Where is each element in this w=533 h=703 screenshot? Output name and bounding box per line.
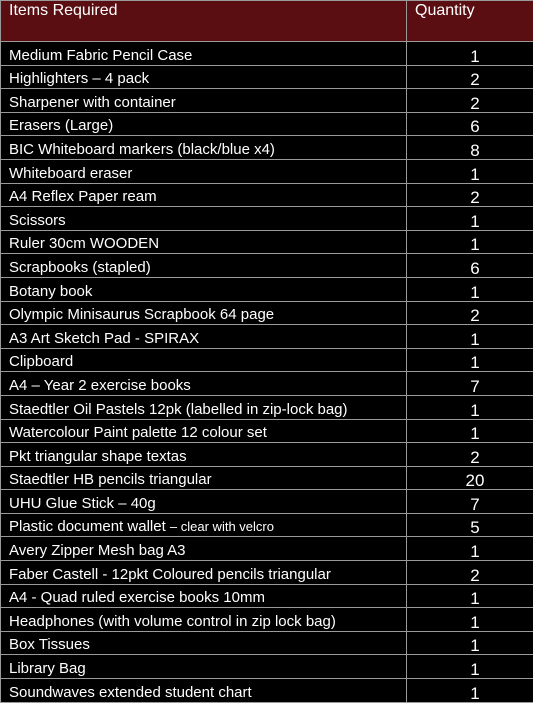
item-name-cell xyxy=(1,301,407,325)
item-name: BIC Whiteboard markers (black/blue x4) xyxy=(9,141,275,158)
item-name: A4 - Quad ruled exercise books 10mm xyxy=(9,589,265,606)
item-name-cell xyxy=(1,42,407,66)
item-name-cell xyxy=(1,159,407,183)
item-name: Library Bag xyxy=(9,660,86,677)
item-name-cell xyxy=(1,419,407,443)
item-name: Staedtler HB pencils triangular xyxy=(9,471,212,488)
quantity-cell: 6 xyxy=(407,112,533,136)
quantity-cell: 1 xyxy=(407,395,533,419)
item-name: Ruler 30cm WOODEN xyxy=(9,235,159,252)
table-row xyxy=(1,466,533,490)
quantity-cell: 2 xyxy=(407,183,533,207)
quantity-cell: 1 xyxy=(407,655,533,679)
table-row xyxy=(1,443,533,467)
quantity-cell: 2 xyxy=(407,65,533,89)
table-row xyxy=(1,325,533,349)
table-row xyxy=(1,537,533,561)
item-name-cell xyxy=(1,325,407,349)
table-row xyxy=(1,561,533,585)
table-row xyxy=(1,608,533,632)
item-name: Soundwaves extended student chart xyxy=(9,684,252,701)
table-row xyxy=(1,207,533,231)
item-name: UHU Glue Stick – 40g xyxy=(9,495,156,512)
item-name: Erasers (Large) xyxy=(9,117,113,134)
table-row xyxy=(1,348,533,372)
table-row xyxy=(1,136,533,160)
table-row xyxy=(1,679,533,703)
item-name-cell xyxy=(1,183,407,207)
quantity-cell: 5 xyxy=(407,513,533,537)
table-row xyxy=(1,89,533,113)
quantity-cell: 1 xyxy=(407,277,533,301)
quantity-cell: 7 xyxy=(407,490,533,514)
table-row xyxy=(1,254,533,278)
items-required-header: Items Required xyxy=(1,1,407,42)
item-name-cell xyxy=(1,254,407,278)
item-name-cell xyxy=(1,561,407,585)
table-row xyxy=(1,372,533,396)
table-row xyxy=(1,42,533,66)
table-row xyxy=(1,301,533,325)
item-name: A4 Reflex Paper ream xyxy=(9,188,157,205)
table-row xyxy=(1,490,533,514)
item-name-cell xyxy=(1,277,407,301)
item-name: Plastic document wallet xyxy=(9,518,166,535)
quantity-cell: 1 xyxy=(407,230,533,254)
item-name-cell xyxy=(1,372,407,396)
quantity-cell: 1 xyxy=(407,419,533,443)
table-row xyxy=(1,631,533,655)
table-row xyxy=(1,183,533,207)
quantity-cell: 1 xyxy=(407,325,533,349)
item-name-cell xyxy=(1,631,407,655)
item-name: Scrapbooks (stapled) xyxy=(9,259,151,276)
item-name-cell xyxy=(1,513,407,537)
table-row xyxy=(1,65,533,89)
item-name-cell xyxy=(1,608,407,632)
header-row xyxy=(1,1,533,42)
item-note: – clear with velcro xyxy=(170,519,274,534)
item-name: Olympic Minisaurus Scrapbook 64 page xyxy=(9,306,274,323)
item-name: Sharpener with container xyxy=(9,94,176,111)
item-name: Box Tissues xyxy=(9,636,90,653)
item-name-cell xyxy=(1,348,407,372)
table-row xyxy=(1,159,533,183)
quantity-cell: 1 xyxy=(407,42,533,66)
item-name-cell xyxy=(1,466,407,490)
quantity-cell: 1 xyxy=(407,679,533,703)
item-name: Avery Zipper Mesh bag A3 xyxy=(9,542,185,559)
item-name-cell xyxy=(1,65,407,89)
item-name-cell xyxy=(1,443,407,467)
table-row xyxy=(1,277,533,301)
item-name-cell xyxy=(1,584,407,608)
quantity-cell: 1 xyxy=(407,159,533,183)
quantity-cell: 2 xyxy=(407,89,533,113)
items-body xyxy=(1,42,533,703)
quantity-cell: 8 xyxy=(407,136,533,160)
item-name: Highlighters – 4 pack xyxy=(9,70,149,87)
quantity-cell: 20 xyxy=(407,466,533,490)
item-name-cell xyxy=(1,136,407,160)
quantity-cell: 2 xyxy=(407,301,533,325)
item-name: Headphones (with volume control in zip lock bag) xyxy=(9,613,336,630)
item-name: A3 Art Sketch Pad - SPIRAX xyxy=(9,330,199,347)
quantity-cell: 1 xyxy=(407,608,533,632)
item-name-cell xyxy=(1,230,407,254)
quantity-cell: 1 xyxy=(407,207,533,231)
quantity-cell: 1 xyxy=(407,631,533,655)
item-name-cell xyxy=(1,89,407,113)
quantity-cell: 6 xyxy=(407,254,533,278)
item-name-cell xyxy=(1,490,407,514)
item-name-cell xyxy=(1,112,407,136)
table-row xyxy=(1,655,533,679)
item-name-cell xyxy=(1,679,407,703)
item-name-cell xyxy=(1,537,407,561)
quantity-cell: 2 xyxy=(407,561,533,585)
item-name: A4 – Year 2 exercise books xyxy=(9,377,191,394)
table-row xyxy=(1,419,533,443)
table-row xyxy=(1,230,533,254)
table-row xyxy=(1,395,533,419)
quantity-cell: 7 xyxy=(407,372,533,396)
item-name: Whiteboard eraser xyxy=(9,165,132,182)
item-name-cell xyxy=(1,655,407,679)
quantity-cell: 1 xyxy=(407,348,533,372)
item-name-cell xyxy=(1,395,407,419)
item-name: Clipboard xyxy=(9,353,73,370)
quantity-header: Quantity xyxy=(407,1,533,42)
quantity-cell: 2 xyxy=(407,443,533,467)
item-name-cell xyxy=(1,207,407,231)
table-row xyxy=(1,513,533,537)
table-row xyxy=(1,112,533,136)
item-name: Watercolour Paint palette 12 colour set xyxy=(9,424,267,441)
item-name: Scissors xyxy=(9,212,66,229)
item-name: Faber Castell - 12pkt Coloured pencils triangular xyxy=(9,566,331,583)
table-row xyxy=(1,584,533,608)
quantity-cell: 1 xyxy=(407,537,533,561)
item-name: Pkt triangular shape textas xyxy=(9,448,187,465)
item-name: Botany book xyxy=(9,283,92,300)
item-name: Medium Fabric Pencil Case xyxy=(9,47,192,64)
quantity-cell: 1 xyxy=(407,584,533,608)
item-name: Staedtler Oil Pastels 12pk (labelled in zip-lock bag) xyxy=(9,401,348,418)
